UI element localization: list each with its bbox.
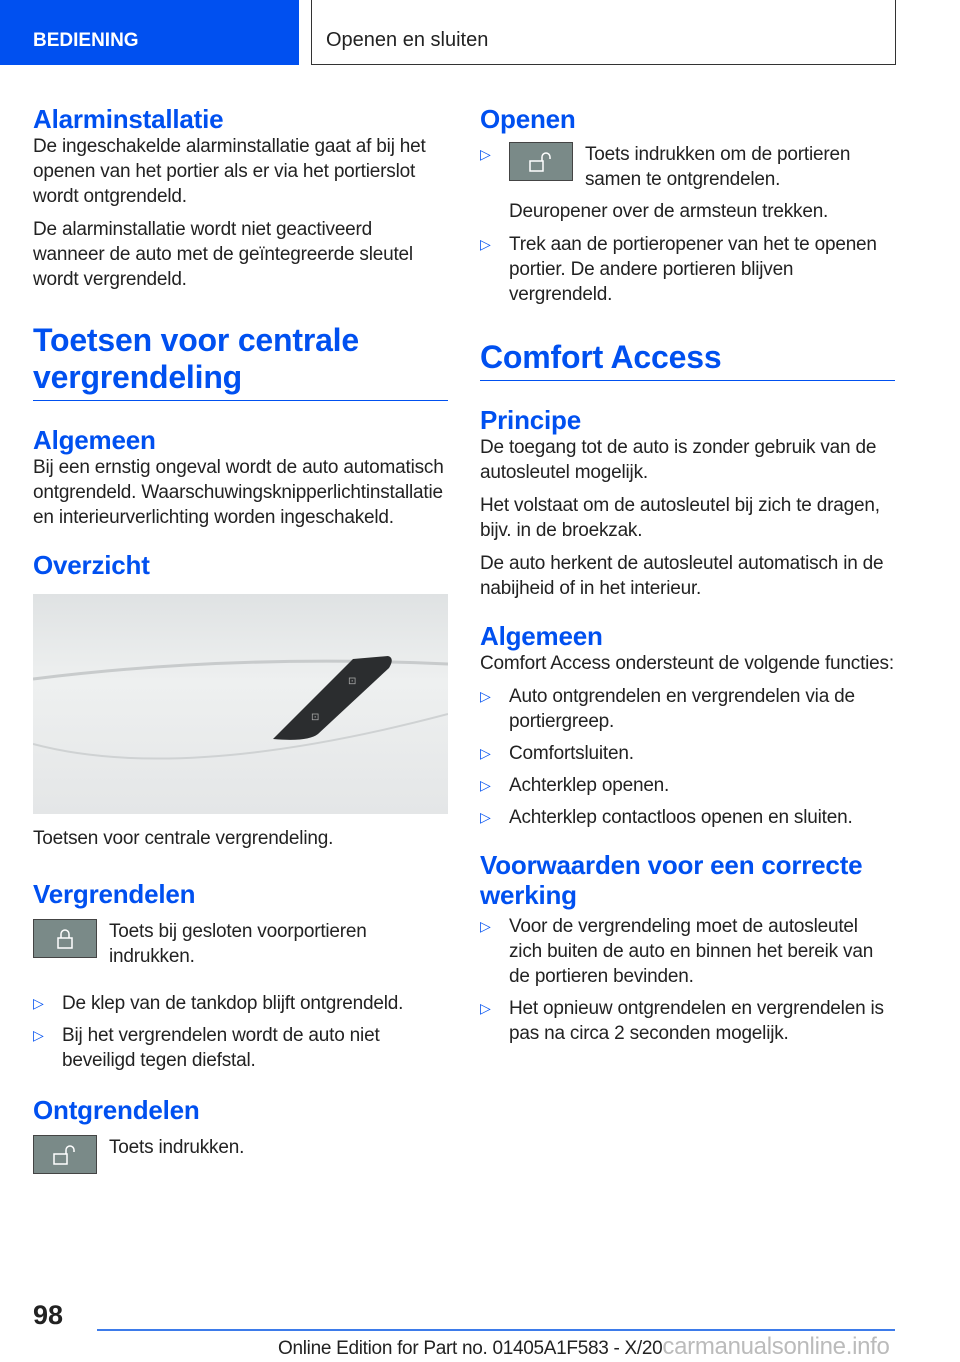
paragraph: Comfort Access ondersteunt de volgende functies: [480, 653, 894, 674]
bullet-item: ▷ Comfortsluiten. [480, 741, 895, 766]
heading-principe: Principe [480, 405, 581, 435]
unlock-button-icon [33, 1135, 97, 1174]
heading-toetsen: Toetsen voor centrale vergrendeling [33, 322, 448, 401]
heading-comfort-access: Comfort Access [480, 339, 895, 381]
svg-text:⊡: ⊡ [348, 676, 357, 687]
footer-divider [97, 1329, 895, 1331]
section-tab: BEDIENING [0, 0, 299, 65]
paragraph: Toets indrukken. [109, 1137, 245, 1158]
lock-button-icon [33, 919, 97, 958]
bullet-item: ▷ Voor de vergrendeling moet de autosleutel zich buiten de auto en binnen het bereik van de portieren bevinden. [480, 914, 895, 989]
paragraph: De ingeschakelde alarminstallatie gaat af bij het openen van het portier als er via het portierslot wordt ontgrendeld. [33, 136, 426, 207]
watermark: carmanualsonline.info [662, 1333, 890, 1360]
bullet-item: ▷ Auto ontgrendelen en vergrendelen via de portiergreep. [480, 684, 895, 734]
heading-vergrendelen: Vergrendelen [33, 879, 196, 909]
heading-voorwaarden: Voorwaarden voor een correcte werking [480, 850, 863, 910]
bullet-item: ▷ Achterklep contactloos openen en sluiten. [480, 805, 895, 830]
heading-algemeen-right: Algemeen [480, 621, 603, 651]
heading-openen: Openen [480, 104, 576, 134]
edition-label: Online Edition for Part no. 01405A1F583 - X/20 [278, 1338, 663, 1359]
chapter-title: Openen en sluiten [311, 0, 896, 65]
bullet-item: ▷ Trek aan de portieropener van het te openen portier. De andere portieren blijven vergrendeld. [480, 232, 895, 307]
heading-algemeen: Algemeen [33, 425, 156, 455]
bullet-item: ▷ Achterklep openen. [480, 773, 895, 798]
image-caption: Toetsen voor centrale vergrendeling. [33, 828, 334, 849]
paragraph: Deuropener over de armsteun trekken. [509, 201, 829, 222]
heading-ontgrendelen: Ontgrendelen [33, 1095, 200, 1125]
unlock-button-icon [509, 142, 573, 181]
door-handle-illustration [33, 594, 448, 814]
heading-overzicht: Overzicht [33, 550, 150, 580]
paragraph: Bij een ernstig ongeval wordt de auto automatisch ontgrendeld. Waarschuwingsknipperlichtinstallatie en interieurverlichting worden ingeschakeld. [33, 457, 444, 528]
paragraph: De auto herkent de autosleutel automatisch in de nabijheid of in het interieur. [480, 553, 884, 599]
edition-text [278, 1333, 890, 1361]
door-buttons-image [33, 594, 448, 814]
paragraph: Het volstaat om de autosleutel bij zich te dragen, bijv. in de broekzak. [480, 495, 880, 541]
left-column [33, 104, 448, 1174]
right-column [480, 104, 895, 1053]
bullet-text: Toets indrukken om de portieren samen te ontgrendelen. [585, 144, 851, 190]
bullet-item [480, 142, 895, 192]
bullet-item: ▷ De klep van de tankdop blijft ontgrendeld. [33, 991, 448, 1016]
bullet-item: ▷ Het opnieuw ontgrendelen en vergrendelen is pas na circa 2 seconden mogelijk. [480, 996, 895, 1046]
heading-alarm: Alarminstallatie [33, 104, 224, 134]
paragraph: De toegang tot de auto is zonder gebruik van de autosleutel mogelijk. [480, 437, 877, 483]
paragraph: Toets bij gesloten voorportieren indrukken. [109, 921, 367, 967]
paragraph: De alarminstallatie wordt niet geactiveerd wanneer de auto met de geïntegreerde sleutel wordt vergrendeld. [33, 219, 413, 290]
svg-text:⊡: ⊡ [311, 712, 320, 723]
bullet-item: ▷ Bij het vergrendelen wordt de auto niet beveiligd tegen diefstal. [33, 1023, 448, 1073]
page-number: 98 [33, 1300, 64, 1330]
